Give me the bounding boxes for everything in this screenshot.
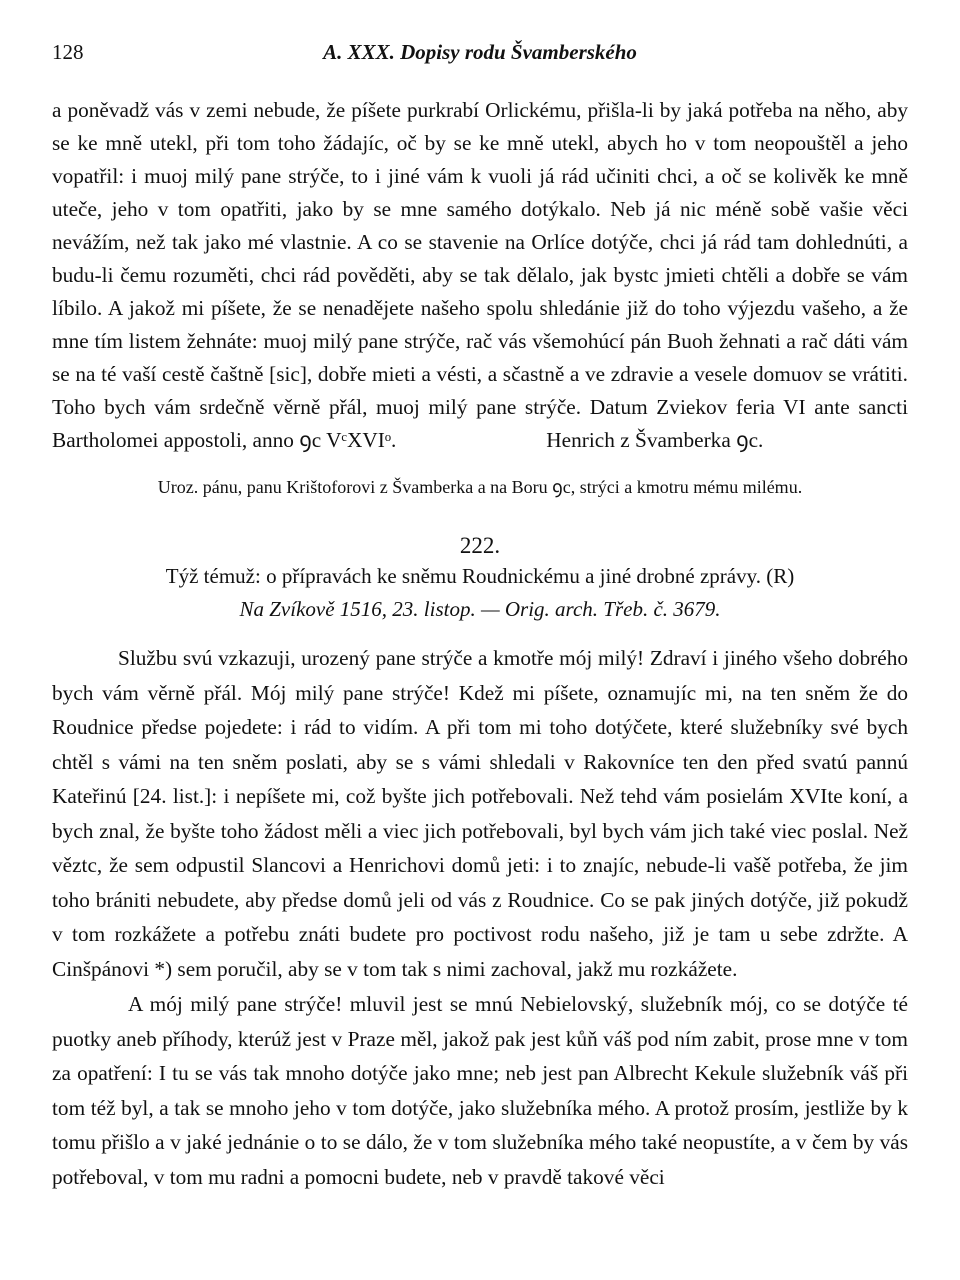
document-summary: Týž témuž: o přípravách ke sněmu Roudnickému a jiné drobné zprávy. (R) xyxy=(165,564,795,588)
addressee-line: Uroz. pánu, panu Krištoforovi z Švamberka a na Boru ꝯc, strýci a kmotru mému milému. xyxy=(157,477,803,497)
document-number: 222. xyxy=(459,533,501,558)
page-header xyxy=(52,40,908,80)
previous-letter-body: a poněvadž vás v zemi nebude, že píšete purkrabí Orlickému, přišla-li by jaká potřeba na něho, aby se ke mně utekl, při tom toho žádajíc, oč by se ke mně utekl, abych ho v tom neopouštěl a jeho vopatřil: i muoj milý pane strýče, to i jiné vám k vuoli já rád učiniti chci, a oč se kolivěk ke mně uteče, jeho v tom opatřiti, jako by se mne samého dotýkalo. Neb já nic méně sobě vašie věci nevážím, než tak jako mé vlastnie. A co se stavenie na Orlíce dotýče, chci já rád tam dohlednúti, a budu-li čemu rozuměti, chci rád pověděti, aby se tak dělalo, jak bystc jmieti chtěli a dobře se vám líbilo. A jakož mi píšete, že se nenadějete našeho spolu shledánie již do toho výjezdu vašeho, a že mne tím listem žehnáte: muoj milý pane strýče, rač vás všemohúcí pán Buoh žehnati a rač dáti vám se na té vaší cestě čaštně [sic], dobře mieti a vésti, a sčastně a ve zdravie a vesele domuov se vrátiti. Toho bych vám srdečně věrně přál, muoj milý pane strýče. Datum Zviekov feria VI ante sancti Bartholomei appostoli, anno ꝯc VᶜXVIᵒ. xyxy=(52,98,908,452)
running-title: A. XXX. Dopisy rodu Švamberského xyxy=(323,40,637,64)
letter-paragraph-1: Službu svú vzkazuji, urozený pane strýče a kmotře mój milý! Zdraví i jiného všeho dobrého bych vám věrně přál. Mój milý pane strýče! Kdež mi píšete, oznamujíc mi, na ten sněm že do Roudnice předse pojedete: i rád to vidím. A při tom mi toho dotýčete, které služebníky své bych chtěl s vámi na ten sněm poslati, aby se s vámi shledali v Rakovníce ten den před svatú pannú Kateřinú [24. list.]: i nepíšete mi, což byšte jich potřebovali. Než tehd vám posielám XVIte koní, a bych znal, že byšte toho žádost měli a viec jich potřebovali, byl bych vám jich také viec poslal. Než věztc, že sem odpustil Slancovi a Henrichovi domů jeti: i to znajíc, nebude-li vašě potřeba, že jim toho brániti nebudete, aby předse domů jeli od vás z Roudnice. Co se pak jiných dotýče, již pokudž v tom rozkážete a potřebu znáti budete pro poctivost rodu našeho, již je tam u sebe zdržte. A Cinšpánovi *) sem poručil, aby se v tom tak s nimi zachoval, jakž mu rozkážete. xyxy=(52,646,908,981)
page-number: 128 xyxy=(52,40,84,64)
document-source: Na Zvíkově 1516, 23. listop. — Orig. arch. Třeb. č. 3679. xyxy=(239,597,721,621)
signature: Henrich z Švamberka ꝯc. xyxy=(546,428,764,452)
letter-paragraph-2: A mój milý pane strýče! mluvil jest se mnú Nebielovský, služebník mój, co se dotýče té puotky aneb příhody, kterúž jest v Praze měl, jakož pak jest kůň váš pod ním zabit, prose mne v tom za opatření: I tu se vás tak mnoho dotýče jako mne; neb jest pan Albrecht Kekule služebník váš při tom též byl, a tak se mnoho jeho v tom dotýče, jako služebníka mého. A protož prosím, jestliže by k tomu přišlo a v jaké jednánie o to se dálo, že v tom služebníka mého také neopustíte, a v čem by vás potřeboval, v tom mu radni a pomocni budete, neb v pravdě takové věci xyxy=(52,992,908,1189)
previous-letter-text xyxy=(52,94,908,457)
